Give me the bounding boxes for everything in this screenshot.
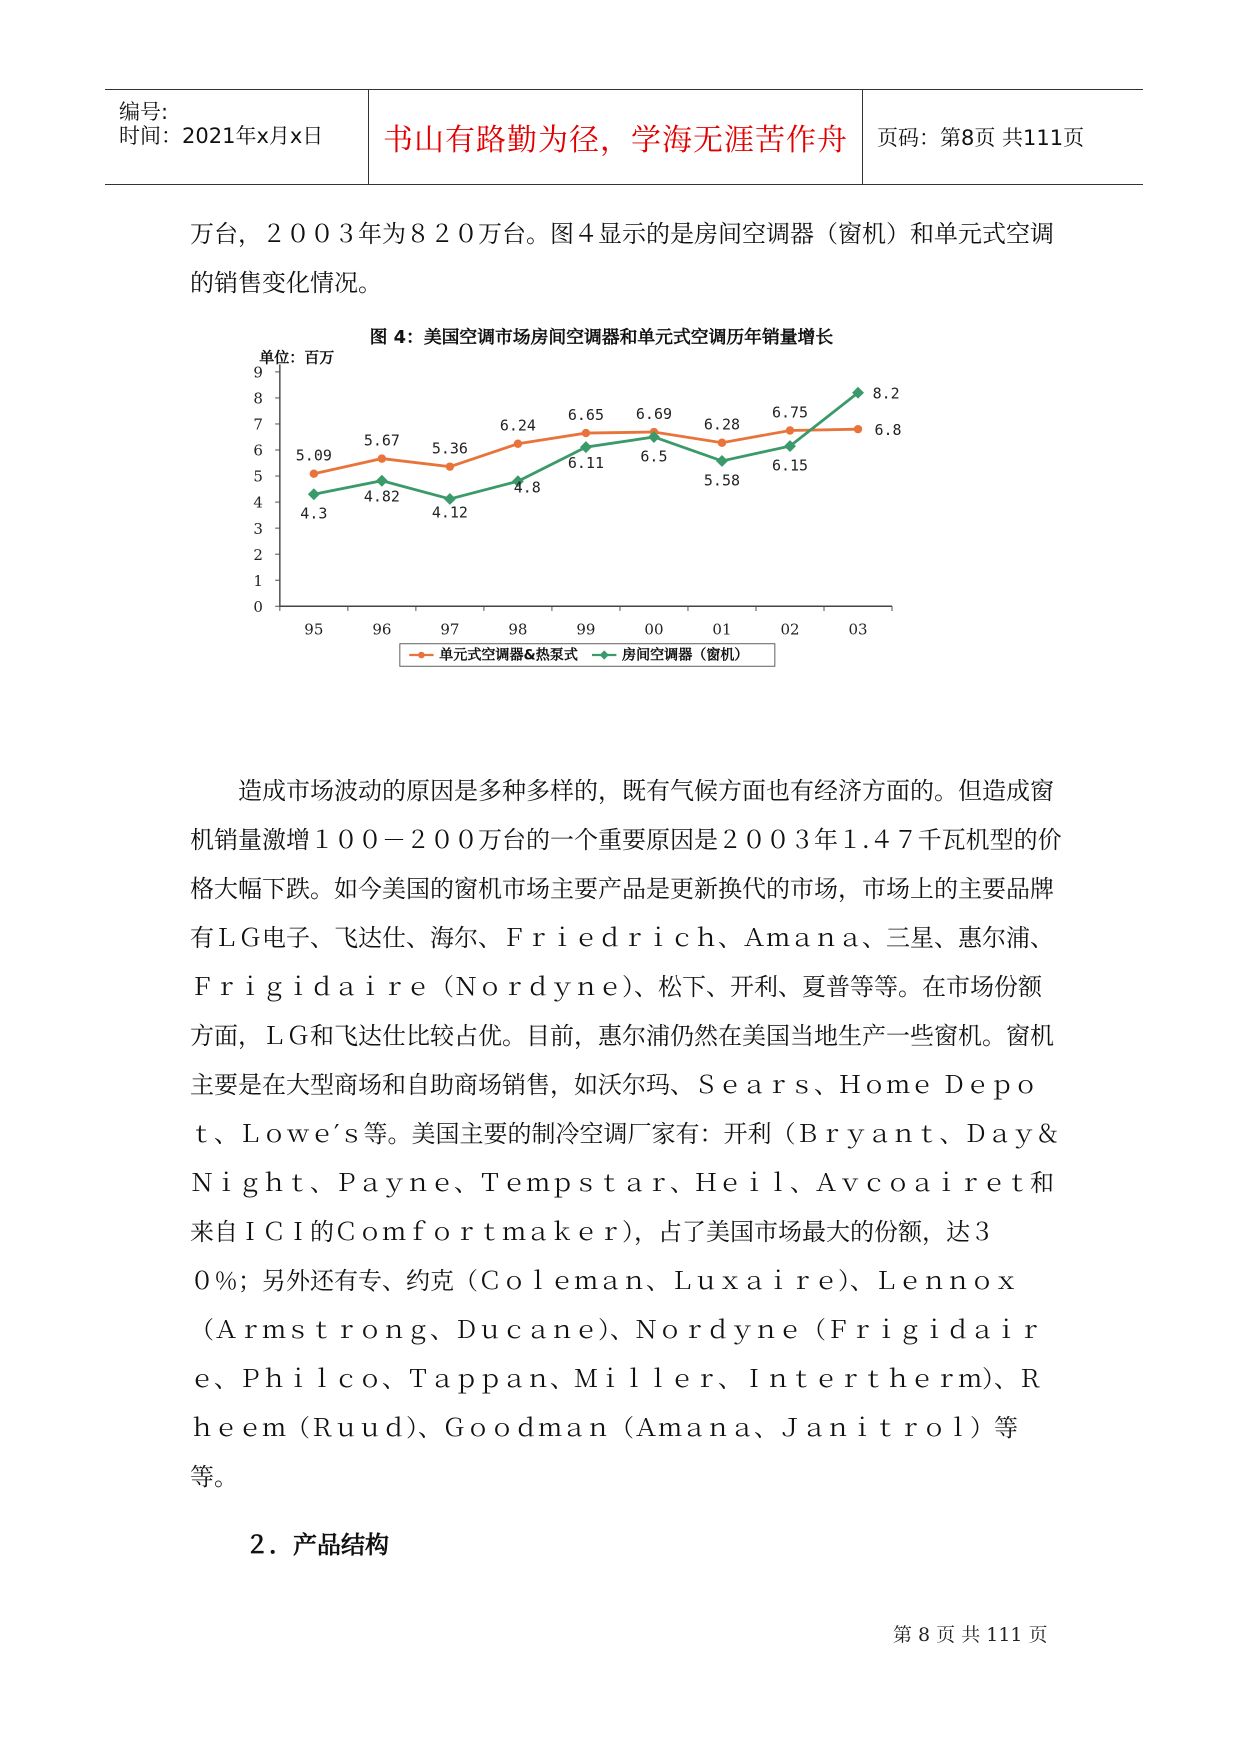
data-label: 5.09 (295, 446, 332, 465)
data-point (514, 440, 522, 448)
y-tick-label: 7 (253, 415, 263, 434)
x-tick-label: 01 (712, 620, 732, 639)
header-page-code: 页码：第8页 共111页 (877, 126, 1085, 150)
data-label: 5.67 (363, 431, 400, 450)
page-footer: 第 8 页 共 111 页 (893, 1624, 1048, 1646)
data-label: 5.58 (703, 471, 741, 490)
header-motto-cell (369, 90, 863, 184)
y-tick-label: 1 (253, 571, 263, 590)
page-header (105, 89, 1143, 185)
x-tick-label: 03 (848, 620, 868, 639)
y-tick-label: 3 (253, 519, 263, 538)
data-label: 6.65 (567, 405, 604, 424)
y-tick-label: 8 (253, 389, 263, 408)
data-point (446, 462, 454, 470)
legend-label: 房间空调器（窗机） (622, 647, 749, 664)
y-tick-label: 9 (253, 363, 263, 382)
data-label: 6.11 (567, 453, 604, 472)
legend-label: 单元式空调器&热泵式 (439, 647, 578, 664)
y-tick-label: 6 (253, 441, 263, 460)
y-tick-label: 4 (253, 493, 263, 512)
data-label: 6.24 (499, 416, 536, 435)
legend-marker (418, 652, 425, 659)
data-point (854, 425, 862, 433)
y-tick-label: 5 (253, 467, 263, 486)
x-tick-label: 02 (780, 620, 800, 639)
paragraph-intro-text: 万台，２００３年为８２０万台。图４显示的是房间空调器（窗机）和单元式空调的销售变化情况。 (190, 220, 1054, 297)
data-point (718, 438, 726, 446)
data-label: 6.28 (703, 415, 741, 434)
data-label: 5.36 (431, 439, 468, 458)
data-point (582, 429, 590, 437)
sales-chart (215, 325, 1030, 745)
data-label: 6.5 (640, 447, 668, 466)
header-meta-cell (105, 90, 369, 184)
data-label: 4.3 (300, 504, 328, 523)
data-point (310, 469, 318, 477)
y-tick-label: 2 (253, 545, 263, 564)
data-point (716, 455, 728, 467)
x-tick-label: 96 (372, 620, 392, 639)
x-tick-label: 00 (644, 620, 664, 639)
sales-chart-svg (215, 325, 1030, 745)
section-heading: ２．产品结构 (245, 1531, 389, 1559)
data-point (308, 488, 320, 500)
data-point (378, 454, 386, 462)
data-label: 4.12 (431, 503, 468, 522)
time-label: 时间：2021年x月x日 (119, 124, 324, 148)
header-page-cell (863, 90, 1143, 184)
data-point (580, 441, 592, 453)
y-tick-label: 0 (253, 597, 263, 616)
data-label: 6.8 (874, 420, 902, 439)
serial-label: 编号: (119, 100, 169, 124)
data-label: 4.82 (363, 487, 400, 506)
paragraph-main-text: 造成市场波动的原因是多种多样的，既有气候方面也有经济方面的。但造成窗机销量激增１００－２００万台的一个重要原因是２００３年１.４７千瓦机型的价格大幅下跌。如今美国的窗机市场主要产品是更新换代的市场，市场上的主要品牌有ＬＧ电子、飞达仕、海尔、Ｆｒｉｅｄｒｉｃｈ、Ａｍａｎａ、三星、惠尔浦、Ｆｒｉｇｉｄａｉｒｅ（Ｎｏｒｄｙｎｅ）、松下、开利、夏普等等。在市场份额方面，ＬＧ和飞达仕比较占优。目前，惠尔浦仍然在美国当地生产一些窗机。窗机主要是在大型商场和自助商场销售，如沃尔玛、Ｓｅａｒｓ、Ｈｏｍｅ Ｄｅｐｏｔ、Ｌｏｗｅ′ｓ等。美国主要的制冷空调厂家有：开利（Ｂｒｙａｎｔ、Ｄａｙ＆Ｎｉｇｈｔ、Ｐａｙｎｅ、Ｔｅｍｐｓｔａｒ、Ｈｅｉｌ、Ａｖｃｏａｉｒｅｔ和来自ＩＣＩ的Ｃｏｍｆｏｒｔｍａｋｅｒ），占了美国市场最大的份额，达３０％；另外还有专、约克（Ｃｏｌｅｍａｎ、Ｌｕｘａｉｒｅ）、Ｌｅｎｎｏｘ（Ａｒｍｓｔｒｏｎｇ、Ｄｕｃａｎｅ）、Ｎｏｒｄｙｎｅ（Ｆｒｉｇｉｄａｉｒｅ、Ｐｈｉｌｃｏ、Ｔａｐｐａｎ、Ｍｉｌｌｅｒ、Ｉｎｔｅｒｔｈｅｒｍ）、Ｒｈｅｅｍ（Ｒｕｕｄ）、Ｇｏｏｄｍａｎ（Ａｍａｎａ、Ｊａｎｉｔｒｏｌ）等等。 (190, 777, 1062, 1491)
paragraph-intro (190, 210, 1062, 308)
data-label: 6.15 (771, 456, 809, 475)
data-label: 6.75 (771, 403, 809, 422)
x-tick-label: 98 (508, 620, 528, 639)
chart-unit-label: 单位：百万 (259, 348, 335, 367)
paragraph-main (190, 767, 1062, 1502)
data-point (786, 426, 794, 434)
chart-title: 图 4：美国空调市场房间空调器和单元式空调历年销量增长 (369, 326, 834, 348)
header-motto: 书山有路勤为径，学海无涯苦作舟 (383, 123, 848, 158)
data-point (376, 475, 388, 487)
data-label: 4.8 (513, 478, 541, 497)
x-tick-label: 99 (576, 620, 596, 639)
x-tick-label: 95 (304, 620, 324, 639)
x-tick-label: 97 (440, 620, 460, 639)
data-label: 6.69 (635, 404, 673, 423)
data-label: 8.2 (872, 384, 900, 403)
